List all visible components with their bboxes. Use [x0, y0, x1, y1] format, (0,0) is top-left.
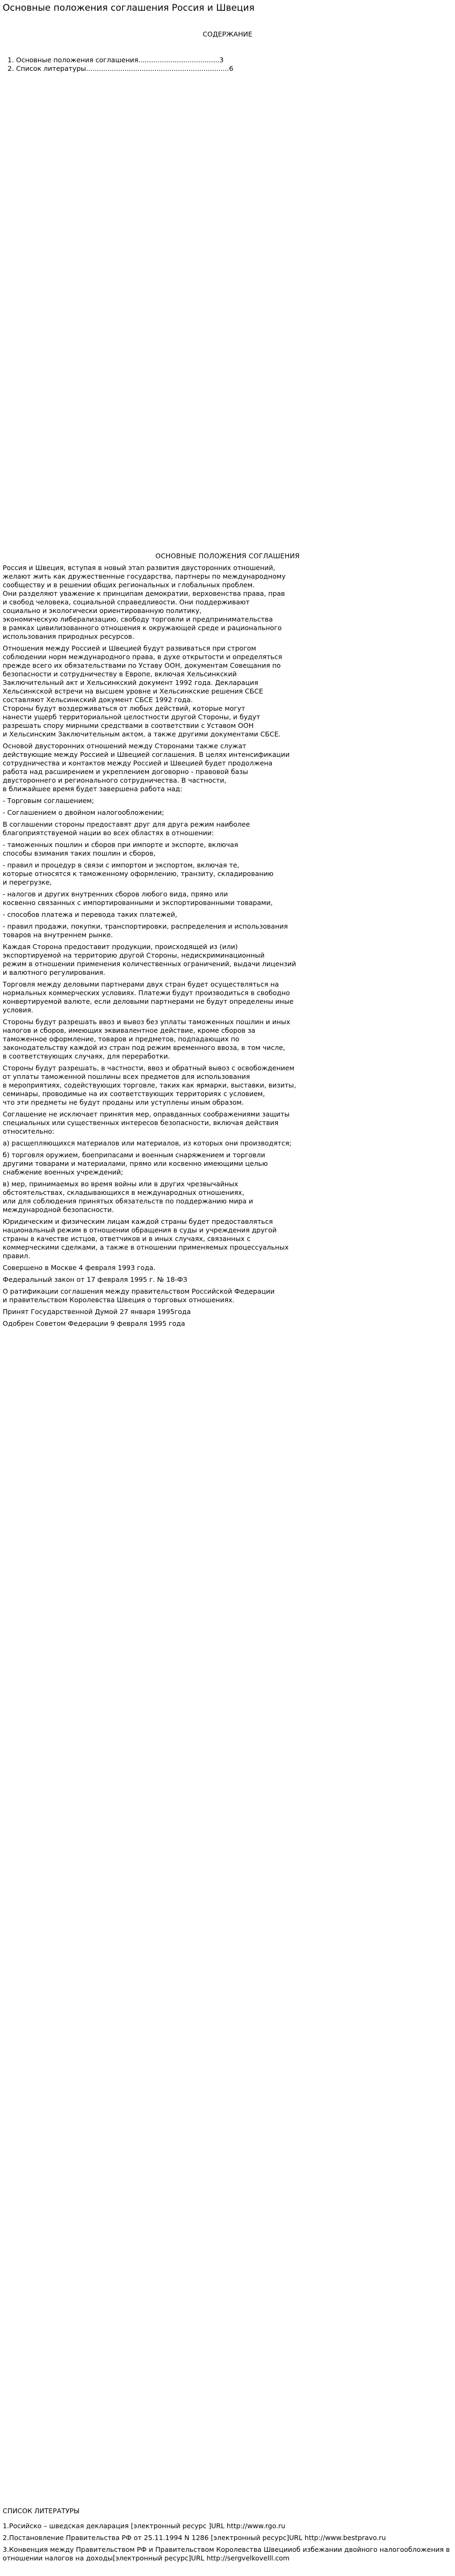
document-title: Основные положения соглашения Россия и Швеция — [3, 3, 255, 13]
paragraph-line: сообществу и в решении общих региональных и глобальных проблем. — [3, 581, 255, 589]
paragraph-line: таможенное оформление, товаров и предметов, подпадающих по — [3, 1035, 240, 1043]
paragraph-line: Каждая Сторона предоставит продукции, происходящей из (или) — [3, 943, 238, 951]
paragraph-line: Основой двусторонних отношений между Сторонами также служат — [3, 742, 247, 750]
paragraph-line: нанести ущерб территориальной целостности другой Стороны, и будут — [3, 713, 261, 721]
paragraph-line: и Хельсинским Заключительным актом, а также другими документами СБСЕ. — [3, 730, 281, 738]
paragraph — [3, 861, 451, 887]
paragraph-line: в соответствующих случаях, для переработки. — [3, 1052, 170, 1060]
paragraph-line: Торговля между деловыми партнерами двух стран будет осуществляться на — [3, 980, 279, 988]
paragraph-line: коммерческими сделками, а также в отношении применяемых процессуальных — [3, 1243, 289, 1251]
reference-item-line: [электронный ресурс]URL http://sergvelkovelll.com — [112, 2554, 290, 2562]
paragraph-line: желают жить как дружественные государства, партнеры по международному — [3, 572, 286, 580]
paragraph — [3, 1110, 451, 1136]
paragraph-line: законодательству каждой из стран под режим временного ввоза, в том числе, — [3, 1043, 285, 1052]
paragraph-line: в мероприятиях, содействующих торговле, таких как ярмарки, выставки, визиты, — [3, 1081, 297, 1089]
paragraph-line: социально и экологически ориентированную политику, — [3, 607, 202, 615]
paragraph-line: Они разделяют уважение к принципам демократии, верховенства права, прав — [3, 589, 285, 597]
paragraph — [3, 1319, 451, 1328]
paragraph-line: режим в отношении применения количественных ограничений, выдачи лицензий — [3, 960, 297, 968]
toc-item: 1. Основные положения соглашения......................................3 — [8, 56, 224, 64]
reference-item-line: 2.Постановление Правительства РФ от 25.11.1994 N 1286 [электронный ресурс — [3, 2534, 287, 2542]
paragraph-line: конвертируемой валюте, если деловыми партнерами не будут определены иные — [3, 997, 294, 1005]
paragraph-line: - Соглашением о двойном налогообложении; — [3, 808, 164, 816]
paragraph-line: снабжение военных учреждений; — [3, 1168, 124, 1176]
paragraph-line: и правительством Королевства Швеция о торговых отношениях. — [3, 1296, 235, 1304]
paragraph — [3, 910, 451, 919]
paragraph-line: и перегрузке, — [3, 878, 52, 886]
paragraph-line: Отношения между Россией и Швецией будут развиваться при строгом — [3, 644, 256, 652]
paragraph — [3, 797, 451, 805]
paragraph-line: что эти предметы не будут проданы или уступлены иным образом. — [3, 1098, 244, 1106]
paragraph — [3, 742, 451, 793]
paragraph-line: Федеральный закон от 17 февраля 1995 г. № 18-ФЗ — [3, 1275, 187, 1283]
paragraph-line: и свобод человека, социальной справедливости. Они поддерживают — [3, 598, 250, 606]
paragraph-line: а) расщепляющихся материалов или материалов, из которых они производятся; — [3, 1139, 292, 1147]
paragraph-line: или для соблюдения принятых обязательств по поддержанию мира и — [3, 1197, 254, 1205]
reference-item — [3, 2522, 451, 2530]
paragraph — [3, 1180, 451, 1214]
paragraph-line: б) торговля оружием, боеприпасами и военным снаряжением и торговли — [3, 1151, 265, 1159]
paragraph-line: налогов и сборов, имеющих эквивалентное действие, кроме сборов за — [3, 1026, 256, 1034]
paragraph-line: относительно: — [3, 1127, 55, 1135]
paragraph-line: Стороны будут воздерживаться от любых действий, которые могут — [3, 704, 245, 712]
paragraph-line: другими товарами и материалами, прямо или косвенно имеющими целью — [3, 1159, 268, 1167]
paragraph — [3, 808, 451, 817]
paragraph-line: - налогов и других внутренних сборов любого вида, прямо или — [3, 890, 228, 898]
paragraph-line: соблюдении норм международного права, в духе открытости и определяться — [3, 653, 283, 661]
paragraph-line: специальных или существенных интересов безопасности, включая действия — [3, 1119, 279, 1127]
reference-item-line: об избежании двойного налогообложения в отношении налогов на доходы — [3, 2545, 450, 2562]
paragraph-line: в рамках цивилизованного отношения к окружающей среде и рационального — [3, 624, 282, 632]
toc-heading: СОДЕРЖАНИЕ — [203, 30, 252, 38]
paragraph-line: Хельсинкской встречи на высшем уровне и Хельсинкские решения СБСЕ — [3, 687, 263, 695]
paragraph-line: Юридическим и физическим лицам каждой страны будет предоставляться — [3, 1217, 273, 1225]
paragraph-line: В соглашении стороны предоставят друг для друга режим наиболее — [3, 820, 250, 828]
paragraph-line: правил. — [3, 1252, 31, 1260]
paragraph-line: - Торговым соглашением; — [3, 797, 95, 805]
paragraph-line: благоприятствуемой нации во всех областях в отношении: — [3, 829, 214, 837]
references-list — [3, 2522, 451, 2566]
paragraph-line: международной безопасности. — [3, 1206, 114, 1214]
paragraph-line: в ближайшее время будет завершена работа над: — [3, 785, 183, 793]
paragraph-line: О ратификации соглашения между правительством Российской Федерации — [3, 1287, 275, 1295]
paragraph — [3, 1308, 451, 1316]
reference-item-line: 1.Росийско – шведская декларация [электронный ресурс ]URL http://www.rgo.ru — [3, 2522, 286, 2530]
paragraph-line: Россия и Швеция, вступая в новый этап развития двусторонних отношений, — [3, 564, 276, 572]
paragraph-line: использования природных ресурсов. — [3, 632, 134, 640]
paragraph-line: Стороны будут разрешать, в частности, ввоз и обратный вывоз с освобождением — [3, 1064, 294, 1072]
paragraph-line: способы взимания таких пошлин и сборов, — [3, 849, 156, 857]
paragraph — [3, 980, 451, 1015]
references-heading: СПИСОК ЛИТЕРАТУРЫ — [3, 2507, 80, 2515]
paragraph-line: прежде всего их обязательствами по Уставу ООН, документам Совещания по — [3, 661, 281, 669]
paragraph-line: экономическую либерализацию, свободу торговли и предпринимательства — [3, 615, 273, 623]
paragraph-line: нормальных коммерческих условиях. Платежи будут производиться в свободно — [3, 989, 290, 997]
paragraph-line: действующие между Россией и Швецией соглашения. В целях интенсификации — [3, 750, 290, 758]
paragraph — [3, 1275, 451, 1284]
paragraph — [3, 1151, 451, 1177]
paragraph — [3, 1287, 451, 1304]
paragraph-line: Стороны будут разрешать ввоз и вывоз без уплаты таможенных пошлин и иных — [3, 1018, 291, 1026]
reference-item-line: 3.Конвенция между Правительством РФ и Правительством Королевства Швеции — [3, 2545, 292, 2553]
paragraph-line: экспортируемой на территорию другой Стороны, недискриминационный — [3, 951, 265, 959]
reference-item-line: ]URL http://www.bestpravo.ru — [286, 2534, 386, 2542]
paragraph — [3, 564, 451, 641]
paragraph — [3, 841, 451, 858]
paragraph-line: в) мер, принимаемых во время войны или в других чрезвычайных — [3, 1180, 239, 1188]
paragraph-line: составляют Хельсинкский документ СБСЕ 1992 года. — [3, 696, 193, 704]
section-body — [3, 564, 451, 1331]
paragraph-line: разрешать спору мирными средствами в соответствии с Уставом ООН — [3, 721, 254, 729]
paragraph-line: страны в качестве истцов, ответчиков и в иных случаях, связанных с — [3, 1235, 251, 1243]
paragraph-line: работа над расширением и укреплением договорно - правовой базы — [3, 768, 248, 776]
paragraph-line: Принят Государственной Думой 27 января 1995года — [3, 1308, 191, 1316]
paragraph-line: которые относятся к таможенному оформлению, транзиту, складированию — [3, 870, 274, 878]
reference-item — [3, 2545, 451, 2563]
paragraph-line: Соглашение не исключает принятия мер, оправданных соображениями защиты — [3, 1110, 290, 1118]
paragraph-line: - способов платежа и перевода таких платежей, — [3, 910, 177, 918]
paragraph-line: сотрудничества и контактов между Россией и Швецией будет продолжена — [3, 759, 273, 767]
paragraph-line: национальный режим в отношении обращения в суды и учреждения другой — [3, 1226, 277, 1234]
paragraph — [3, 1217, 451, 1260]
toc-item: 2. Список литературы...................................................................6 — [8, 64, 234, 72]
paragraph-line: товаров на внутреннем рынке. — [3, 931, 113, 939]
paragraph — [3, 1264, 451, 1272]
paragraph-line: косвенно связанных с импортированными и экспортированными товарами, — [3, 899, 273, 907]
paragraph-line: - правил и процедур в связи с импортом и экспортом, включая те, — [3, 861, 240, 869]
paragraph — [3, 1018, 451, 1061]
paragraph-line: условия. — [3, 1006, 33, 1014]
paragraph — [3, 820, 451, 837]
paragraph-line: двустороннего и регионального сотрудничества. В частности, — [3, 776, 227, 784]
paragraph — [3, 922, 451, 939]
paragraph-line: и валютного регулирования. — [3, 968, 106, 976]
paragraph — [3, 890, 451, 907]
paragraph — [3, 1064, 451, 1107]
paragraph-line: семинары, проводимые на их соответствующих территориях с условием, — [3, 1090, 265, 1098]
paragraph — [3, 943, 451, 977]
reference-item — [3, 2534, 451, 2542]
paragraph — [3, 1139, 451, 1148]
paragraph-line: - правил продажи, покупки, транспортировки, распределения и использования — [3, 922, 288, 930]
paragraph-line: Заключительный акт и Хельсинкский документ 1992 года. Декларация — [3, 678, 258, 687]
paragraph — [3, 644, 451, 739]
paragraph-line: Совершено в Москве 4 февраля 1993 года. — [3, 1264, 156, 1272]
paragraph-line: Одобрен Советом Федерации 9 февраля 1995 года — [3, 1319, 185, 1327]
table-of-contents — [8, 56, 233, 73]
paragraph-line: от уплаты таможенной пошлины всех предметов для использования — [3, 1072, 250, 1081]
paragraph-line: безопасности и сотрудничеству в Европе, включая Хельсинкский — [3, 670, 237, 678]
section-heading: ОСНОВНЫЕ ПОЛОЖЕНИЯ СОГЛАШЕНИЯ — [155, 552, 300, 560]
paragraph-line: - таможенных пошлин и сборов при импорте и экспорте, включая — [3, 841, 239, 849]
paragraph-line: обстоятельствах, складывающихся в международных отношениях, — [3, 1188, 244, 1196]
